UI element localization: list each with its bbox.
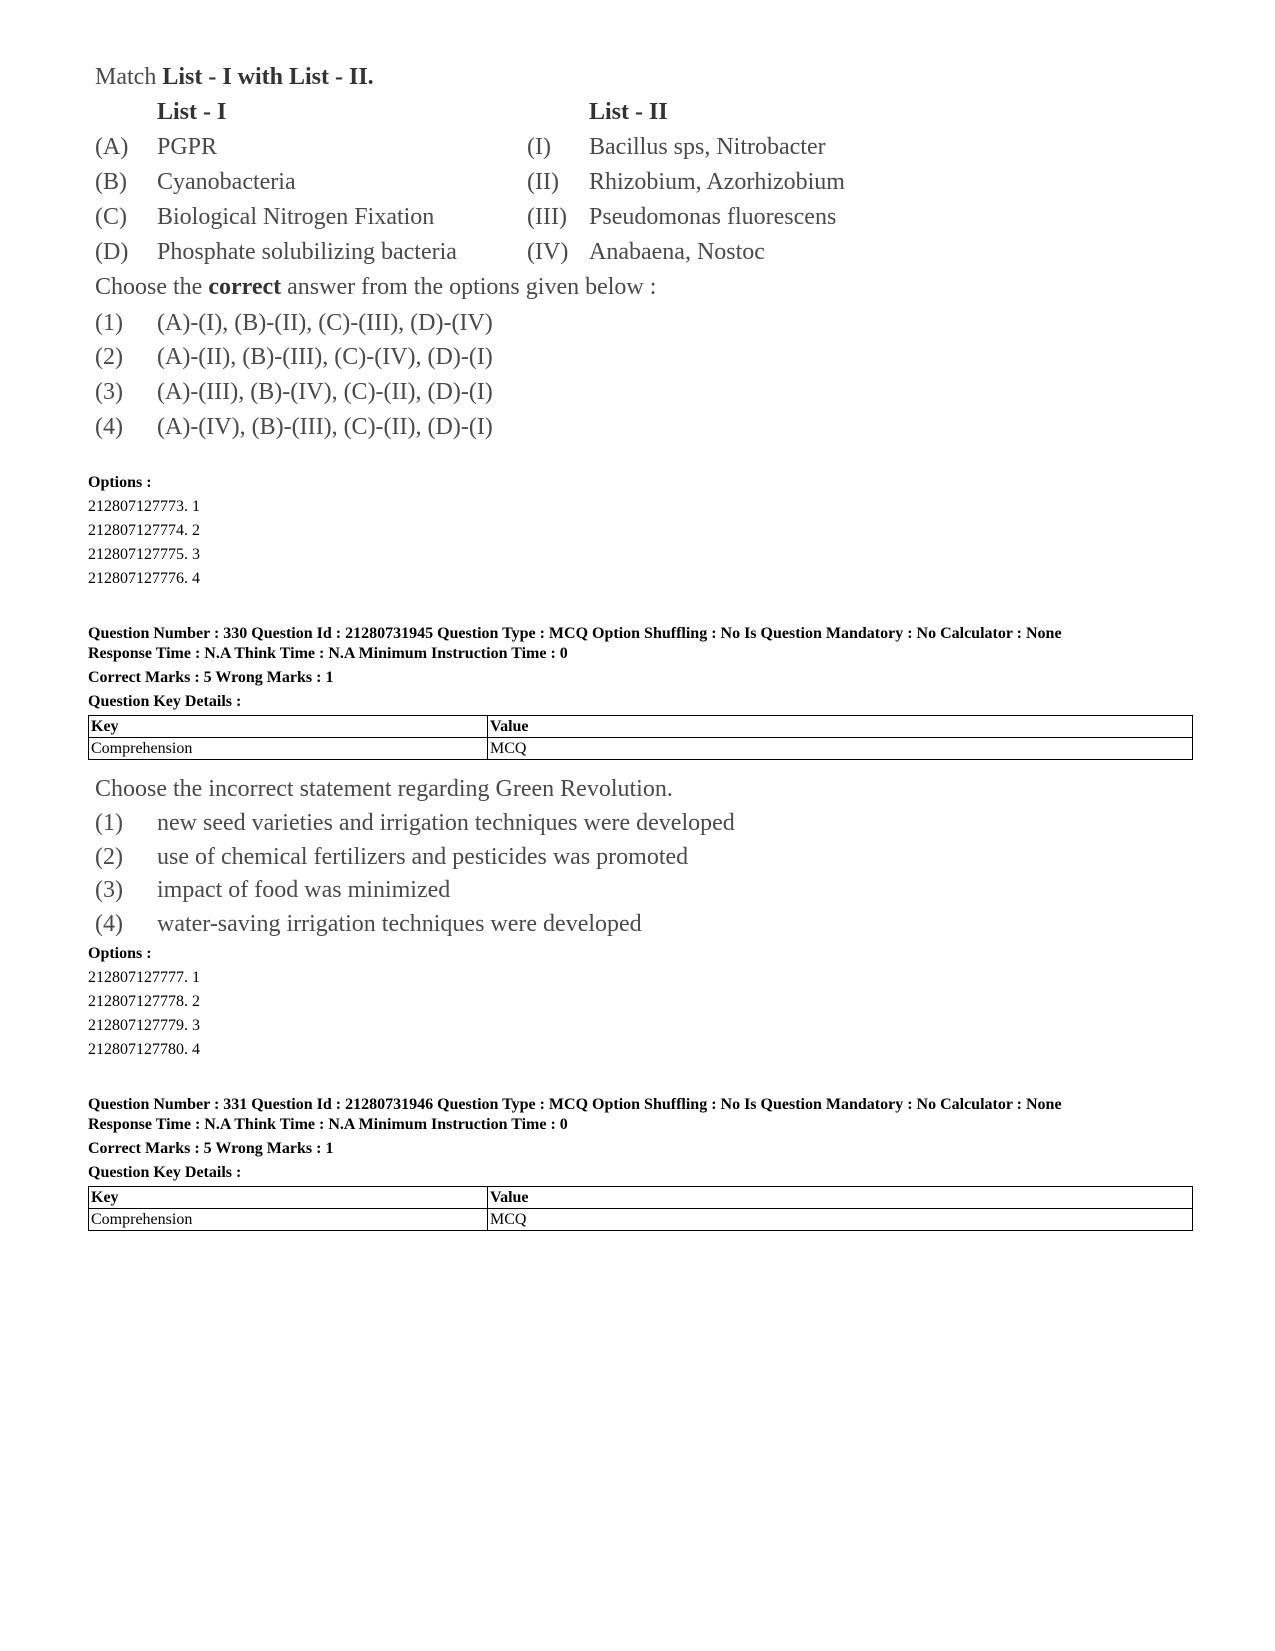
- value-header: Value: [488, 716, 1193, 738]
- row-item-a: PGPR: [157, 134, 218, 160]
- key-cell: Comprehension: [89, 738, 488, 760]
- instruction-prefix: Match: [95, 64, 163, 90]
- value-cell: MCQ: [488, 738, 1193, 760]
- question-330-header-line2: Response Time : N.A Think Time : N.A Minimum Instruction Time : 0: [88, 645, 568, 662]
- option-item: 212807127773. 1: [88, 498, 200, 515]
- option-item: 212807127777. 1: [88, 969, 200, 986]
- value-header: Value: [488, 1187, 1193, 1209]
- choose-instruction: [95, 272, 656, 302]
- key-header: Key: [89, 1187, 488, 1209]
- question-331-key-table: [88, 1186, 1193, 1231]
- question-331-header-line2: Response Time : N.A Think Time : N.A Minimum Instruction Time : 0: [88, 1116, 568, 1133]
- choose-bold: correct: [208, 274, 282, 300]
- answer-number: (4): [95, 911, 123, 937]
- key-header: Key: [89, 716, 488, 738]
- row-item-iv: Anabaena, Nostoc: [589, 239, 765, 265]
- options-label: Options :: [88, 474, 152, 491]
- row-label-b: (B): [95, 169, 127, 195]
- question-330-header-line1: Question Number : 330 Question Id : 21280731945 Question Type : MCQ Option Shuffling : No Is Question Mandatory : No Calculator : None: [88, 625, 1062, 642]
- answer-text: water-saving irrigation techniques were developed: [157, 911, 642, 937]
- row-item-i: Bacillus sps, Nitrobacter: [589, 134, 826, 160]
- answer-number: (1): [95, 310, 123, 336]
- row-label-iv: (IV): [527, 239, 569, 265]
- row-label-iii: (III): [527, 204, 567, 230]
- option-item: 212807127776. 4: [88, 570, 200, 587]
- choose-prefix: Choose the: [95, 274, 209, 300]
- row-item-c: Biological Nitrogen Fixation: [157, 204, 435, 230]
- answer-number: (2): [95, 344, 123, 370]
- answer-text: use of chemical fertilizers and pesticides was promoted: [157, 844, 689, 870]
- list-1-header: List - I: [157, 99, 227, 125]
- row-label-ii: (II): [527, 169, 559, 195]
- answer-number: (2): [95, 844, 123, 870]
- table-header-row: [89, 1187, 1193, 1209]
- answer-number: (3): [95, 379, 123, 405]
- list-2-header: List - II: [589, 99, 668, 125]
- option-item: 212807127775. 3: [88, 546, 200, 563]
- row-item-d: Phosphate solubilizing bacteria: [157, 239, 457, 265]
- option-item: 212807127779. 3: [88, 1017, 200, 1034]
- answer-number: (1): [95, 810, 123, 836]
- answer-text: (A)-(III), (B)-(IV), (C)-(II), (D)-(I): [157, 379, 493, 405]
- row-item-ii: Rhizobium, Azorhizobium: [589, 169, 845, 195]
- match-instruction: [95, 62, 374, 92]
- option-item: 212807127778. 2: [88, 993, 200, 1010]
- answer-number: (3): [95, 877, 123, 903]
- question-330-key-details-label: Question Key Details :: [88, 693, 242, 710]
- option-item: 212807127774. 2: [88, 522, 200, 539]
- value-cell: MCQ: [488, 1209, 1193, 1231]
- answer-text: (A)-(I), (B)-(II), (C)-(III), (D)-(IV): [157, 310, 493, 336]
- choose-suffix: answer from the options given below :: [281, 274, 657, 300]
- table-row: [89, 738, 1193, 760]
- answer-text: (A)-(IV), (B)-(III), (C)-(II), (D)-(I): [157, 414, 493, 440]
- question-330-marks: Correct Marks : 5 Wrong Marks : 1: [88, 669, 334, 686]
- question-331-header-line1: Question Number : 331 Question Id : 21280731946 Question Type : MCQ Option Shuffling : No Is Question Mandatory : No Calculator : None: [88, 1096, 1062, 1113]
- question-331-key-details-label: Question Key Details :: [88, 1164, 242, 1181]
- row-label-i: (I): [527, 134, 551, 160]
- row-item-b: Cyanobacteria: [157, 169, 296, 195]
- question-331-marks: Correct Marks : 5 Wrong Marks : 1: [88, 1140, 334, 1157]
- answer-text: (A)-(II), (B)-(III), (C)-(IV), (D)-(I): [157, 344, 493, 370]
- answer-text: impact of food was minimized: [157, 877, 451, 903]
- row-label-d: (D): [95, 239, 129, 265]
- table-row: [89, 1209, 1193, 1231]
- option-item: 212807127780. 4: [88, 1041, 200, 1058]
- key-cell: Comprehension: [89, 1209, 488, 1231]
- question-330-key-table: [88, 715, 1193, 760]
- answer-text: new seed varieties and irrigation techniques were developed: [157, 810, 735, 836]
- row-label-c: (C): [95, 204, 127, 230]
- row-label-a: (A): [95, 134, 129, 160]
- answer-number: (4): [95, 414, 123, 440]
- options-label: Options :: [88, 945, 152, 962]
- row-item-iii: Pseudomonas fluorescens: [589, 204, 837, 230]
- instruction-bold: List - I with List - II.: [162, 64, 374, 90]
- table-header-row: [89, 716, 1193, 738]
- question-stem: Choose the incorrect statement regarding Green Revolution.: [95, 776, 673, 802]
